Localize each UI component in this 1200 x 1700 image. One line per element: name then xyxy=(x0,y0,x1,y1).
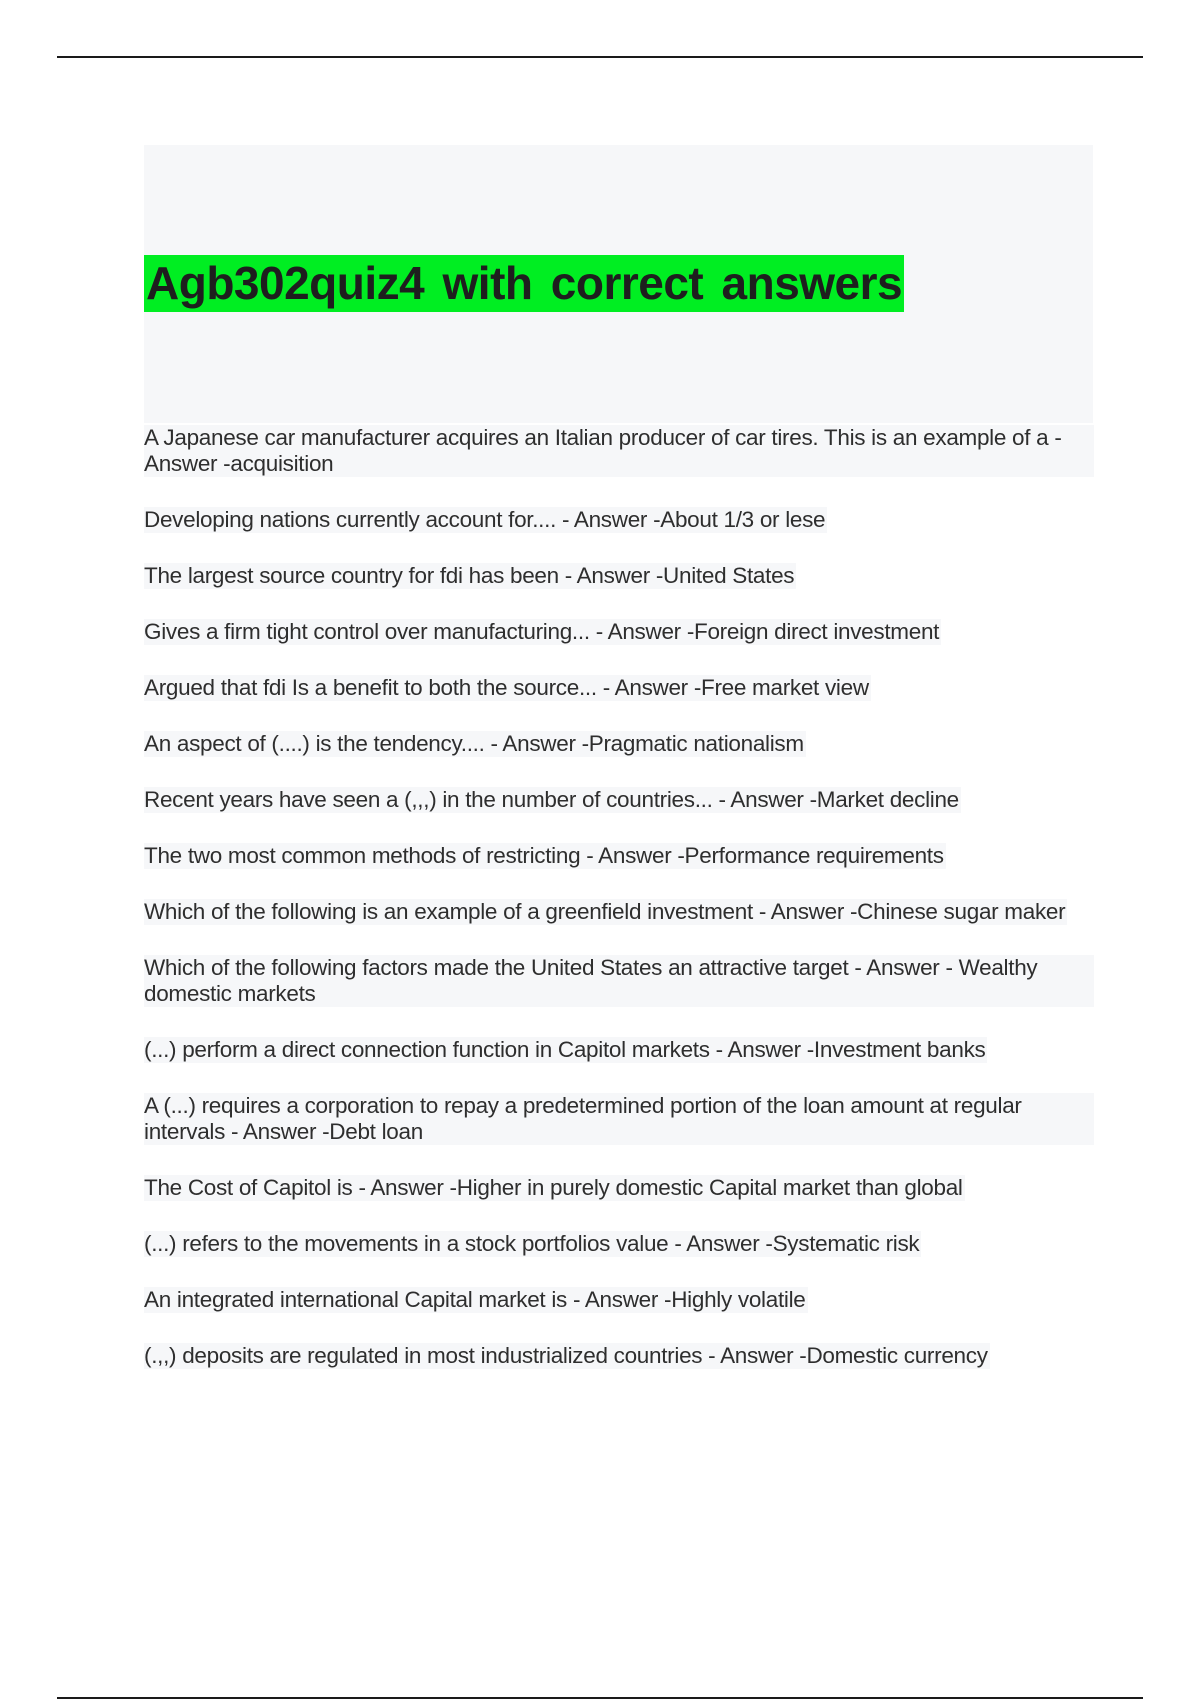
bottom-rule xyxy=(57,1697,1143,1699)
qa-item: The Cost of Capitol is - Answer -Higher in purely domestic Capital market than global xyxy=(144,1175,963,1200)
qa-item: Argued that fdi Is a benefit to both the source... - Answer -Free market view xyxy=(144,675,869,700)
title-block xyxy=(144,145,1093,423)
qa-item: Developing nations currently account for.... - Answer -About 1/3 or lese xyxy=(144,507,826,532)
qa-item: An integrated international Capital market is - Answer -Highly volatile xyxy=(144,1287,806,1312)
qa-list xyxy=(144,425,1094,1399)
qa-item: Which of the following factors made the United States an attractive target - Answer - Wealthy domestic markets xyxy=(144,955,1094,1007)
top-rule xyxy=(57,56,1143,58)
qa-item: A Japanese car manufacturer acquires an Italian producer of car tires. This is an example of a - Answer -acquisition xyxy=(144,425,1094,477)
qa-item: The two most common methods of restricting - Answer -Performance requirements xyxy=(144,843,944,868)
qa-item: (...) perform a direct connection function in Capitol markets - Answer -Investment banks xyxy=(144,1037,986,1062)
qa-item: Gives a firm tight control over manufacturing... - Answer -Foreign direct investment xyxy=(144,619,940,644)
qa-item: Which of the following is an example of a greenfield investment - Answer -Chinese sugar maker xyxy=(144,899,1066,924)
document-title: Agb302quiz4 with correct answers xyxy=(144,255,904,312)
qa-item: Recent years have seen a (,,,) in the number of countries... - Answer -Market decline xyxy=(144,787,959,812)
qa-item: An aspect of (....) is the tendency.... - Answer -Pragmatic nationalism xyxy=(144,731,804,756)
qa-item: A (...) requires a corporation to repay a predetermined portion of the loan amount at regular intervals - Answer -Debt loan xyxy=(144,1093,1094,1145)
qa-item: The largest source country for fdi has been - Answer -United States xyxy=(144,563,795,588)
qa-item: (...) refers to the movements in a stock portfolios value - Answer -Systematic risk xyxy=(144,1231,920,1256)
qa-item: (.,,) deposits are regulated in most industrialized countries - Answer -Domestic currency xyxy=(144,1343,988,1368)
